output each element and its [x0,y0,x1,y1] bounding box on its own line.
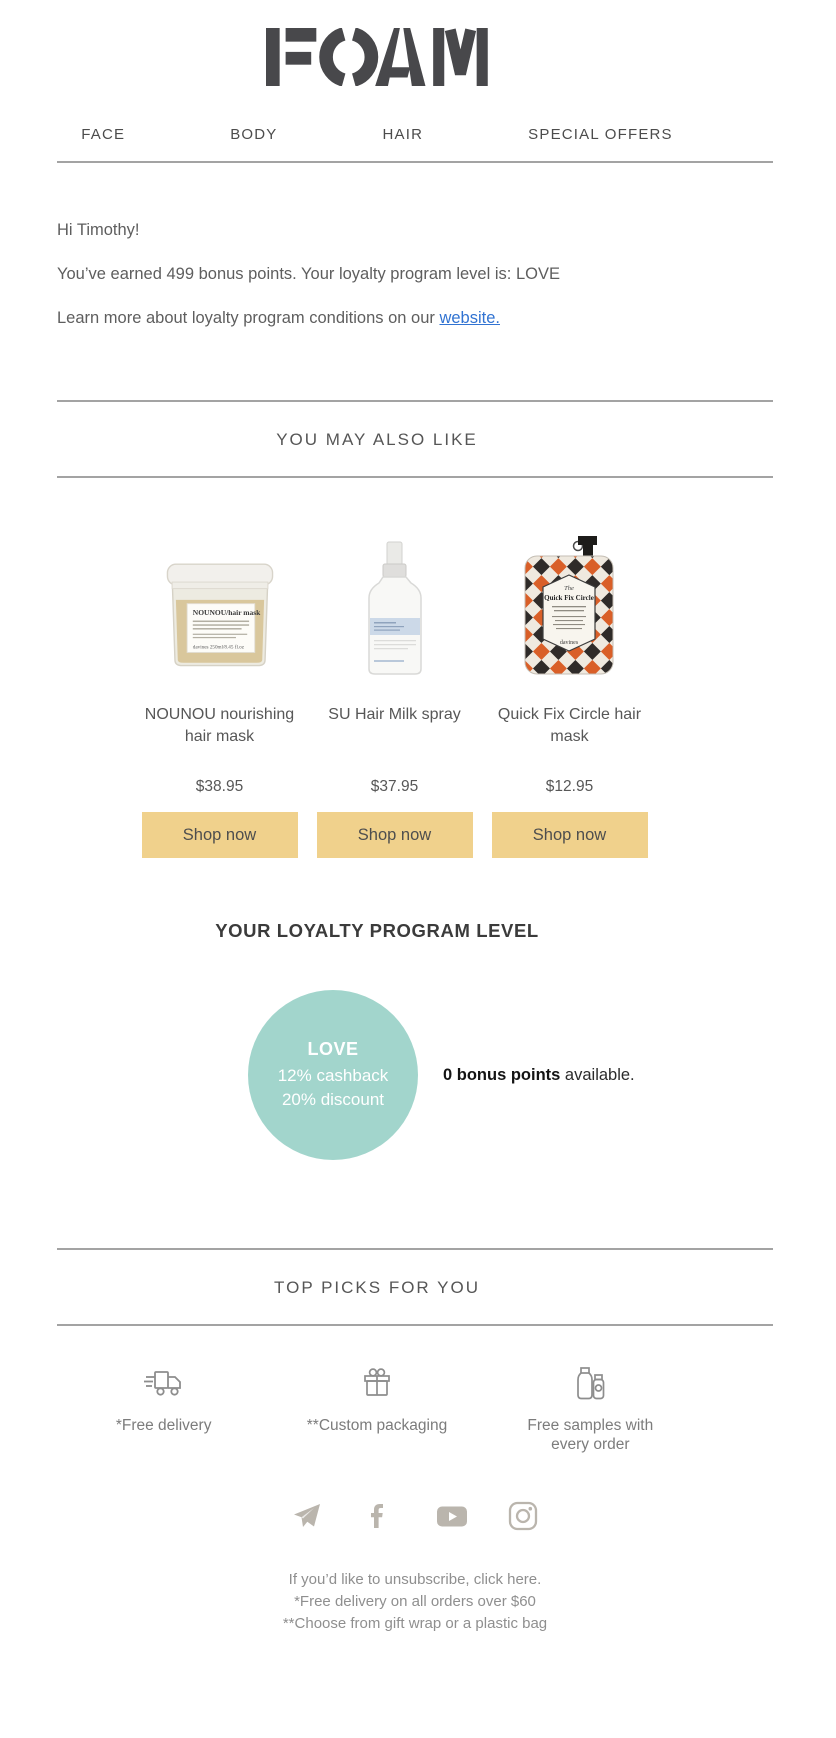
shop-now-button[interactable]: Shop now [142,812,298,858]
unsubscribe-link[interactable]: click here. [473,1570,542,1588]
bonus-points-text [443,1066,635,1085]
benefit-free-delivery [57,1364,270,1455]
product-grid [137,518,652,858]
social-links [57,1501,773,1531]
bonus-points-suffix: available. [560,1065,635,1084]
loyalty-cashback: 12% cashback [277,1065,389,1085]
product-price: $38.95 [195,778,244,795]
product-name: Quick Fix Circle hair mask [497,706,642,745]
delivery-note: *Free delivery on all orders over $60 [294,1592,536,1610]
product-image-nounou[interactable] [159,518,281,676]
brand-logo [57,28,697,88]
pouch-label-line2: Quick Fix Circle [544,594,594,602]
main-nav [57,126,697,143]
spray-bottle-image [360,540,430,676]
product-card [487,518,652,858]
top-picks-heading: TOP PICKS FOR YOU [274,1278,480,1297]
loyalty-level-badge [248,990,418,1160]
sample-bottles-icon [573,1364,607,1404]
nav-item-hair[interactable]: HAIR [382,126,424,143]
product-image-quick-fix[interactable] [522,518,617,676]
loyalty-row [248,990,697,1160]
email-body [57,0,773,1635]
product-image-su-spray[interactable] [360,518,430,676]
tub-brand-text: davines 250ml/8.45 fl.oz [192,644,244,651]
greeting-text: Hi Timothy! [57,221,140,239]
unsubscribe-prefix: If you’d like to unsubscribe, [288,1570,474,1588]
points-earned-text: You’ve earned 499 bonus points. Your loyalty program level is: LOVE [57,265,560,283]
product-card [137,518,302,858]
benefit-custom-packaging [270,1364,483,1455]
foam-logo-icon [266,28,488,86]
delivery-truck-icon [143,1364,185,1404]
divider [57,1248,773,1250]
website-link[interactable]: website. [439,309,500,327]
hair-mask-tub-image [159,551,281,676]
product-price: $12.95 [545,778,594,795]
shop-now-button[interactable]: Shop now [317,812,473,858]
loyalty-level-heading: YOUR LOYALTY PROGRAM LEVEL [215,920,539,941]
divider [57,400,773,402]
benefit-free-samples [484,1364,697,1455]
learn-more-prefix: Learn more about loyalty program conditions on our [57,309,440,327]
instagram-icon[interactable] [508,1501,538,1531]
loyalty-discount: 20% discount [281,1089,385,1109]
divider [57,161,773,163]
unsubscribe-line [57,1569,773,1591]
tub-label-text: NOUNOU/hair mask [192,607,260,617]
benefits-row [57,1364,697,1455]
pouch-label-line1: The [564,585,574,592]
packaging-note: **Choose from gift wrap or a plastic bag [282,1614,548,1632]
nav-item-special-offers[interactable]: SPECIAL OFFERS [528,126,673,143]
benefit-label: **Custom packaging [306,1417,448,1434]
gift-icon [360,1364,394,1404]
learn-more-text [57,309,697,328]
facebook-icon[interactable] [364,1501,394,1531]
product-card [312,518,477,858]
telegram-icon[interactable] [292,1501,322,1531]
divider [57,476,773,478]
benefit-label: Free samples with every order [527,1417,654,1454]
nav-item-body[interactable]: BODY [230,126,278,143]
divider [57,1324,773,1326]
product-name: NOUNOU nourishing hair mask [144,706,295,745]
checkered-pouch-image [522,534,617,676]
nav-item-face[interactable]: FACE [81,126,126,143]
benefit-label: *Free delivery [115,1417,212,1434]
product-name: SU Hair Milk spray [328,706,461,723]
product-price: $37.95 [370,778,419,795]
shop-now-button[interactable]: Shop now [492,812,648,858]
bonus-points-value: 0 bonus points [443,1065,561,1084]
loyalty-level-name: LOVE [307,1038,359,1059]
you-may-also-like-heading: YOU MAY ALSO LIKE [276,430,478,449]
pouch-brand-text: davines [559,640,579,646]
youtube-icon[interactable] [436,1501,466,1531]
footer [57,1569,773,1635]
